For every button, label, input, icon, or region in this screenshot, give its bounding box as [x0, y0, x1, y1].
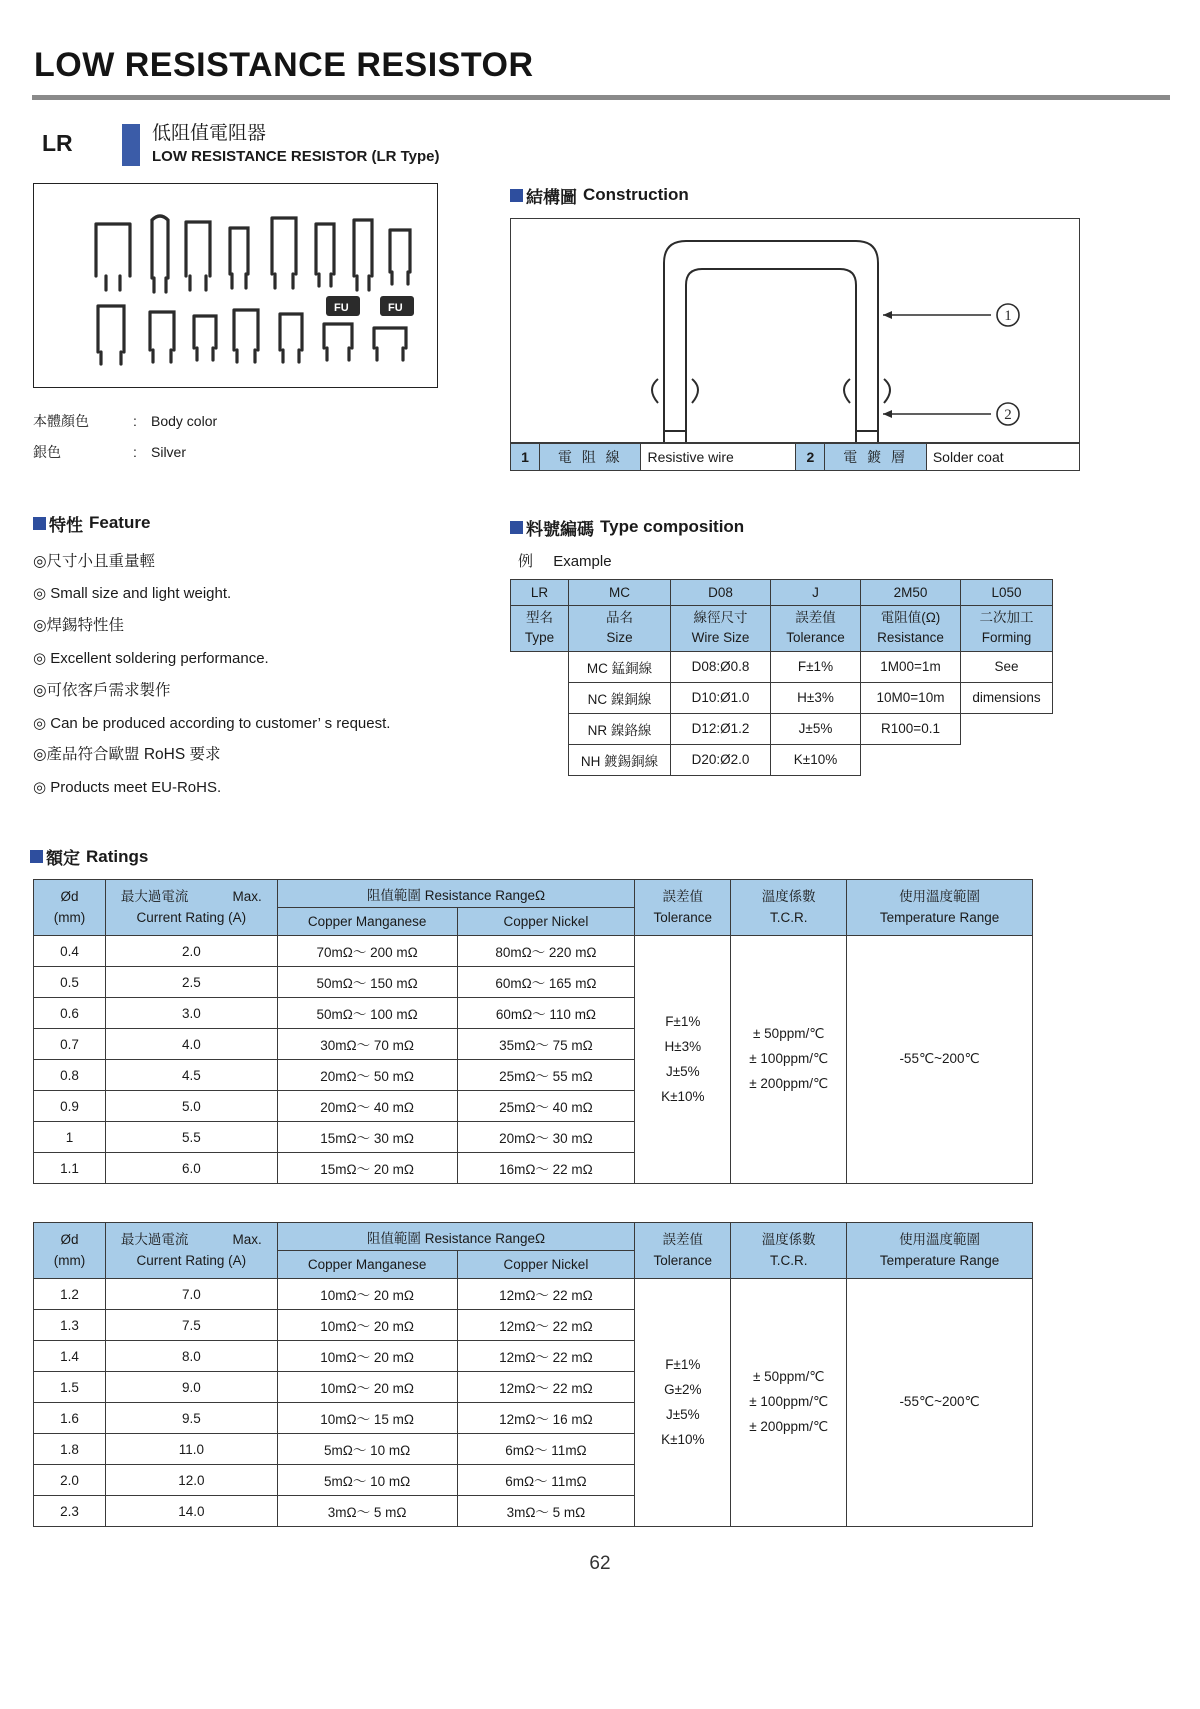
- tcr-label-en: T.C.R.: [769, 1252, 808, 1268]
- type-cell: K±10%: [771, 744, 861, 775]
- feature-item: ◎焊錫特性佳: [33, 617, 125, 635]
- type-cell: [961, 744, 1053, 775]
- cell-copper-nickel: 12mΩ～ 22 mΩ: [457, 1310, 635, 1341]
- cell-copper-manganese: 5mΩ～ 10 mΩ: [277, 1465, 457, 1496]
- type-header-cell: [511, 605, 569, 651]
- product-photo: [33, 183, 438, 388]
- cell-copper-manganese: 70mΩ～ 200 mΩ: [277, 936, 457, 967]
- tcr-value: ± 50ppm/℃: [753, 1369, 825, 1385]
- example-cell: L050: [961, 579, 1053, 605]
- cell-copper-manganese: 10mΩ～ 20 mΩ: [277, 1310, 457, 1341]
- example-cell: J: [771, 579, 861, 605]
- cell-copper-nickel: 60mΩ～ 165 mΩ: [457, 967, 635, 998]
- col-header-resistance-range: [277, 880, 635, 908]
- col-header-diameter: [34, 1223, 106, 1279]
- tolerance-value: K±10%: [661, 1088, 705, 1104]
- cell-copper-manganese: 10mΩ～ 15 mΩ: [277, 1403, 457, 1434]
- temp-label-cn: 使用溫度範圍: [899, 1232, 981, 1248]
- type-header-cell: [861, 605, 961, 651]
- col-header-diameter: [34, 880, 106, 936]
- ratings-table-1: [33, 879, 1033, 1184]
- ratings-header-row: [34, 1223, 1033, 1251]
- type-cell: J±5%: [771, 713, 861, 744]
- cell-copper-nickel: 25mΩ～ 40 mΩ: [457, 1091, 635, 1122]
- cell-copper-nickel: 16mΩ～ 22 mΩ: [457, 1153, 635, 1184]
- type-composition-heading-cn: 料號編碼: [526, 519, 594, 539]
- title-divider: [32, 95, 1170, 100]
- cell-copper-nickel: 12mΩ～ 22 mΩ: [457, 1341, 635, 1372]
- cell-current: 5.5: [105, 1122, 277, 1153]
- type-composition-heading: [510, 515, 1080, 540]
- product-name-en: LOW RESISTANCE RESISTOR (LR Type): [152, 147, 440, 165]
- upper-two-column-area: [30, 183, 1170, 805]
- construction-diagram: [510, 218, 1080, 443]
- range-label-cn: 阻值範圍: [366, 1230, 421, 1246]
- cell-diameter: 1.2: [34, 1279, 106, 1310]
- construction-heading: [510, 183, 1080, 208]
- type-cell: [861, 744, 961, 775]
- cell-copper-manganese: 5mΩ～ 10 mΩ: [277, 1434, 457, 1465]
- cell-temp-range: -55℃~200℃: [847, 1279, 1033, 1527]
- cell-diameter: 0.5: [34, 967, 106, 998]
- cell-copper-nickel: 20mΩ～ 30 mΩ: [457, 1122, 635, 1153]
- type-header-en: Resistance: [877, 630, 944, 645]
- cell-current: 4.5: [105, 1060, 277, 1091]
- type-header-cell: [771, 605, 861, 651]
- tolerance-value: G±2%: [664, 1381, 702, 1397]
- cell-copper-nickel: 35mΩ～ 75 mΩ: [457, 1029, 635, 1060]
- ratings-heading-cn: 額定: [46, 849, 80, 869]
- range-label-cn: 阻值範圍: [366, 887, 421, 903]
- cell-current: 8.0: [105, 1341, 277, 1372]
- type-cell: [511, 651, 569, 682]
- col-header-temp-range: [847, 1223, 1033, 1279]
- cell-diameter: 0.6: [34, 998, 106, 1029]
- feature-heading-en: Feature: [89, 513, 151, 532]
- type-cell: [511, 713, 569, 744]
- tolerance-value: J±5%: [665, 1063, 700, 1079]
- col-header-tolerance: [635, 1223, 731, 1279]
- cell-copper-nickel: 12mΩ～ 22 mΩ: [457, 1279, 635, 1310]
- tcr-value: ± 200ppm/℃: [749, 1419, 829, 1435]
- ratings-table-2: [33, 1222, 1033, 1527]
- cell-current: 9.5: [105, 1403, 277, 1434]
- callout-1-label: 1: [1004, 307, 1012, 324]
- cell-temp-range: -55℃~200℃: [847, 936, 1033, 1184]
- example-label-cn: 例: [518, 552, 534, 570]
- product-identity-row: [42, 122, 1170, 167]
- page-number: 62: [589, 1553, 611, 1575]
- type-cell: [511, 744, 569, 775]
- col-header-current: [105, 1223, 277, 1279]
- cell-copper-manganese: 20mΩ～ 50 mΩ: [277, 1060, 457, 1091]
- blue-square-icon: [30, 850, 43, 863]
- silver-color-row: [33, 437, 490, 469]
- silver-colon: :: [133, 444, 137, 460]
- feature-section: [33, 511, 490, 805]
- current-label-en: Current Rating (A): [136, 1252, 247, 1268]
- legend-label-en: Resistive wire: [641, 443, 796, 470]
- tcr-label-cn: 溫度係數: [761, 1232, 816, 1248]
- type-row: [511, 744, 1053, 775]
- current-max-label: Max.: [232, 1232, 262, 1248]
- current-label-cn: 最大過電流: [120, 1232, 189, 1248]
- ratings-heading-en: Ratings: [86, 846, 149, 866]
- tolerance-label-en: Tolerance: [653, 909, 713, 925]
- body-color-info: [33, 406, 490, 469]
- tcr-value: ± 50ppm/℃: [753, 1026, 825, 1042]
- blue-square-icon: [510, 189, 523, 202]
- type-header-cn: 型名: [526, 610, 553, 626]
- cell-current: 2.0: [105, 936, 277, 967]
- temp-label-cn: 使用溫度範圍: [899, 889, 981, 905]
- example-label-en: Example: [553, 552, 612, 570]
- cell-copper-nickel: 6mΩ～ 11mΩ: [457, 1465, 635, 1496]
- tolerance-label-cn: 誤差值: [662, 1232, 704, 1248]
- body-color-row: [33, 406, 490, 438]
- col-header-tolerance: [635, 880, 731, 936]
- type-header-cn: 電阻值(Ω): [880, 610, 941, 626]
- type-composition-heading-en: Type composition: [600, 517, 745, 536]
- diameter-unit: (mm): [53, 1252, 86, 1268]
- type-cell: dimensions: [961, 682, 1053, 713]
- cell-diameter: 1.6: [34, 1403, 106, 1434]
- blue-square-icon: [510, 521, 523, 534]
- col-header-copper-nickel: Copper Nickel: [457, 908, 635, 936]
- cell-copper-manganese: 30mΩ～ 70 mΩ: [277, 1029, 457, 1060]
- feature-list: [33, 546, 490, 805]
- cell-tolerance: [635, 936, 731, 1184]
- body-color-value: Body color: [151, 412, 218, 429]
- cell-tolerance: [635, 1279, 731, 1527]
- type-row: [511, 713, 1053, 744]
- tcr-value: ± 100ppm/℃: [749, 1394, 829, 1410]
- feature-item: ◎ Can be produced according to customer’ s request.: [33, 714, 391, 732]
- cell-diameter: 2.3: [34, 1496, 106, 1527]
- temp-label-en: Temperature Range: [879, 909, 1000, 925]
- cell-diameter: 1.5: [34, 1372, 106, 1403]
- type-header-cell: [569, 605, 671, 651]
- example-label: [518, 550, 1080, 571]
- page-title: LOW RESISTANCE RESISTOR: [34, 46, 534, 84]
- type-cell: H±3%: [771, 682, 861, 713]
- cell-copper-nickel: 6mΩ～ 11mΩ: [457, 1434, 635, 1465]
- type-composition-section: [510, 515, 1080, 776]
- feature-item: ◎ Products meet EU-RoHS.: [33, 779, 222, 797]
- cell-current: 11.0: [105, 1434, 277, 1465]
- construction-drawing: [511, 219, 1055, 442]
- feature-item: ◎ Excellent soldering performance.: [33, 650, 269, 668]
- ratings-table-2-body: [34, 1279, 1033, 1527]
- cell-diameter: 0.7: [34, 1029, 106, 1060]
- feature-item: ◎尺寸小且重量輕: [33, 552, 156, 570]
- cell-copper-manganese: 15mΩ～ 20 mΩ: [277, 1153, 457, 1184]
- cell-copper-manganese: 20mΩ～ 40 mΩ: [277, 1091, 457, 1122]
- cell-current: 7.0: [105, 1279, 277, 1310]
- current-label-row: [107, 887, 276, 907]
- cell-current: 7.5: [105, 1310, 277, 1341]
- cell-current: 3.0: [105, 998, 277, 1029]
- cell-copper-manganese: 50mΩ～ 100 mΩ: [277, 998, 457, 1029]
- feature-item: ◎可依客戶需求製作: [33, 681, 171, 699]
- tolerance-value: F±1%: [665, 1356, 701, 1372]
- tolerance-value: J±5%: [665, 1406, 700, 1422]
- type-header-en: Tolerance: [786, 630, 845, 645]
- type-header-en: Forming: [981, 630, 1032, 645]
- cell-copper-nickel: 80mΩ～ 220 mΩ: [457, 936, 635, 967]
- diameter-unit: (mm): [53, 909, 86, 925]
- type-cell: D20:Ø2.0: [671, 744, 771, 775]
- type-cell: See: [961, 651, 1053, 682]
- type-cell: [961, 713, 1053, 744]
- cell-diameter: 1.1: [34, 1153, 106, 1184]
- type-cell: NH 鍍錫銅線: [569, 744, 671, 775]
- temp-label-en: Temperature Range: [879, 1252, 1000, 1268]
- cell-copper-manganese: 10mΩ～ 20 mΩ: [277, 1279, 457, 1310]
- type-cell: MC 錳銅線: [569, 651, 671, 682]
- col-header-copper-manganese: Copper Manganese: [277, 908, 457, 936]
- cell-copper-nickel: 12mΩ～ 16 mΩ: [457, 1403, 635, 1434]
- silver-value: Silver: [151, 444, 187, 460]
- feature-heading-cn: 特性: [49, 515, 83, 535]
- cell-current: 9.0: [105, 1372, 277, 1403]
- type-cell: 10M0=10m: [861, 682, 961, 713]
- cell-copper-nickel: 60mΩ～ 110 mΩ: [457, 998, 635, 1029]
- cell-tcr: [731, 936, 847, 1184]
- type-cell: D10:Ø1.0: [671, 682, 771, 713]
- blue-square-icon: [33, 517, 46, 530]
- col-header-current: [105, 880, 277, 936]
- tcr-value: ± 100ppm/℃: [749, 1051, 829, 1067]
- cell-current: 12.0: [105, 1465, 277, 1496]
- cell-copper-manganese: 10mΩ～ 20 mΩ: [277, 1341, 457, 1372]
- cell-diameter: 0.9: [34, 1091, 106, 1122]
- col-header-copper-nickel: Copper Nickel: [457, 1251, 635, 1279]
- type-header-cn: 誤差值: [795, 610, 836, 626]
- type-cell: [511, 682, 569, 713]
- construction-heading-en: Construction: [583, 185, 689, 204]
- type-cell: D12:Ø1.2: [671, 713, 771, 744]
- cell-current: 14.0: [105, 1496, 277, 1527]
- type-header-en: Type: [524, 630, 555, 645]
- type-cell: F±1%: [771, 651, 861, 682]
- example-cell: MC: [569, 579, 671, 605]
- cell-copper-nickel: 3mΩ～ 5 mΩ: [457, 1496, 635, 1527]
- type-row: [511, 682, 1053, 713]
- feature-item: ◎ Small size and light weight.: [33, 585, 232, 603]
- example-cell: LR: [511, 579, 569, 605]
- tolerance-value: K±10%: [661, 1431, 705, 1447]
- product-code: LR: [42, 130, 73, 156]
- svg-text:FU: FU: [334, 301, 349, 314]
- ratings-table-1-head: [34, 880, 1033, 936]
- type-header-cell: [671, 605, 771, 651]
- cell-diameter: 1: [34, 1122, 106, 1153]
- type-example-row: [511, 579, 1053, 605]
- legend-number: 2: [796, 443, 825, 470]
- type-header-en: Wire Size: [691, 630, 750, 645]
- legend-label-cn: 電 鍍 層: [825, 443, 926, 470]
- cell-diameter: 1.8: [34, 1434, 106, 1465]
- cell-diameter: 2.0: [34, 1465, 106, 1496]
- body-color-colon: :: [133, 412, 137, 429]
- cell-copper-manganese: 50mΩ～ 150 mΩ: [277, 967, 457, 998]
- ratings-heading: [30, 844, 1170, 869]
- example-cell: 2M50: [861, 579, 961, 605]
- col-header-tcr: [731, 880, 847, 936]
- legend-label-cn: 電 阻 線: [540, 443, 641, 470]
- ratings-table-2-head: [34, 1223, 1033, 1279]
- type-cell: NR 鎳鉻線: [569, 713, 671, 744]
- tolerance-value: H±3%: [664, 1038, 702, 1054]
- cell-copper-nickel: 25mΩ～ 55 mΩ: [457, 1060, 635, 1091]
- product-name-block: [152, 122, 440, 167]
- ratings-section: [30, 844, 1170, 1527]
- product-name-cn: 低阻值電阻器: [152, 123, 267, 144]
- example-cell: D08: [671, 579, 771, 605]
- cell-current: 6.0: [105, 1153, 277, 1184]
- type-row: [511, 651, 1053, 682]
- current-label-row: [107, 1230, 276, 1250]
- legend-row: [511, 443, 1080, 470]
- callout-2-label: 2: [1004, 406, 1012, 423]
- type-cell: D08:Ø0.8: [671, 651, 771, 682]
- type-cell: 1M00=1m: [861, 651, 961, 682]
- col-header-copper-manganese: Copper Manganese: [277, 1251, 457, 1279]
- svg-text:FU: FU: [388, 301, 403, 314]
- col-header-resistance-range: [277, 1223, 635, 1251]
- type-cell: R100=0.1: [861, 713, 961, 744]
- type-header-row: [511, 605, 1053, 651]
- tolerance-value: F±1%: [665, 1013, 701, 1029]
- legend-label-en: Solder coat: [926, 443, 1079, 470]
- type-composition-table: [510, 579, 1053, 776]
- table-row: [34, 936, 1033, 967]
- feature-item: ◎產品符合歐盟 RoHS 要求: [33, 746, 221, 764]
- cell-diameter: 1.3: [34, 1310, 106, 1341]
- resistor-photo-illustration: [34, 184, 437, 387]
- body-color-label-cn: 本體顏色: [33, 412, 89, 429]
- cell-copper-manganese: 15mΩ～ 30 mΩ: [277, 1122, 457, 1153]
- diameter-label: Ød: [60, 889, 79, 905]
- type-header-cn: 線徑尺寸: [693, 610, 748, 626]
- tcr-value: ± 200ppm/℃: [749, 1076, 829, 1092]
- range-label-en: Resistance RangeΩ: [424, 887, 546, 903]
- col-header-temp-range: [847, 880, 1033, 936]
- type-cell: NC 鎳銅線: [569, 682, 671, 713]
- range-label-en: Resistance RangeΩ: [424, 1230, 546, 1246]
- current-max-label: Max.: [232, 889, 262, 905]
- cell-tcr: [731, 1279, 847, 1527]
- diameter-label: Ød: [60, 1232, 79, 1248]
- cell-current: 2.5: [105, 967, 277, 998]
- tolerance-label-cn: 誤差值: [662, 889, 704, 905]
- cell-copper-nickel: 12mΩ～ 22 mΩ: [457, 1372, 635, 1403]
- ratings-header-row: [34, 880, 1033, 908]
- accent-bar: [122, 124, 140, 166]
- left-column: [30, 183, 490, 805]
- type-header-cn: 品名: [606, 610, 633, 626]
- silver-label-cn: 銀色: [33, 444, 61, 460]
- tcr-label-cn: 溫度係數: [761, 889, 816, 905]
- construction-legend-table: [510, 443, 1080, 471]
- right-column: [510, 183, 1080, 805]
- tolerance-label-en: Tolerance: [653, 1252, 713, 1268]
- cell-copper-manganese: 10mΩ～ 20 mΩ: [277, 1372, 457, 1403]
- cell-diameter: 0.4: [34, 936, 106, 967]
- tcr-label-en: T.C.R.: [769, 909, 808, 925]
- construction-heading-cn: 結構圖: [526, 187, 577, 207]
- cell-diameter: 0.8: [34, 1060, 106, 1091]
- feature-heading: [33, 511, 490, 536]
- cell-diameter: 1.4: [34, 1341, 106, 1372]
- cell-current: 4.0: [105, 1029, 277, 1060]
- table-row: [34, 1279, 1033, 1310]
- ratings-table-1-body: [34, 936, 1033, 1184]
- legend-number: 1: [511, 443, 540, 470]
- type-header-cn: 二次加工: [979, 610, 1034, 626]
- cell-copper-manganese: 3mΩ～ 5 mΩ: [277, 1496, 457, 1527]
- col-header-tcr: [731, 1223, 847, 1279]
- current-label-cn: 最大過電流: [120, 889, 189, 905]
- type-header-en: Size: [606, 630, 633, 645]
- cell-current: 5.0: [105, 1091, 277, 1122]
- current-label-en: Current Rating (A): [136, 909, 247, 925]
- type-header-cell: [961, 605, 1053, 651]
